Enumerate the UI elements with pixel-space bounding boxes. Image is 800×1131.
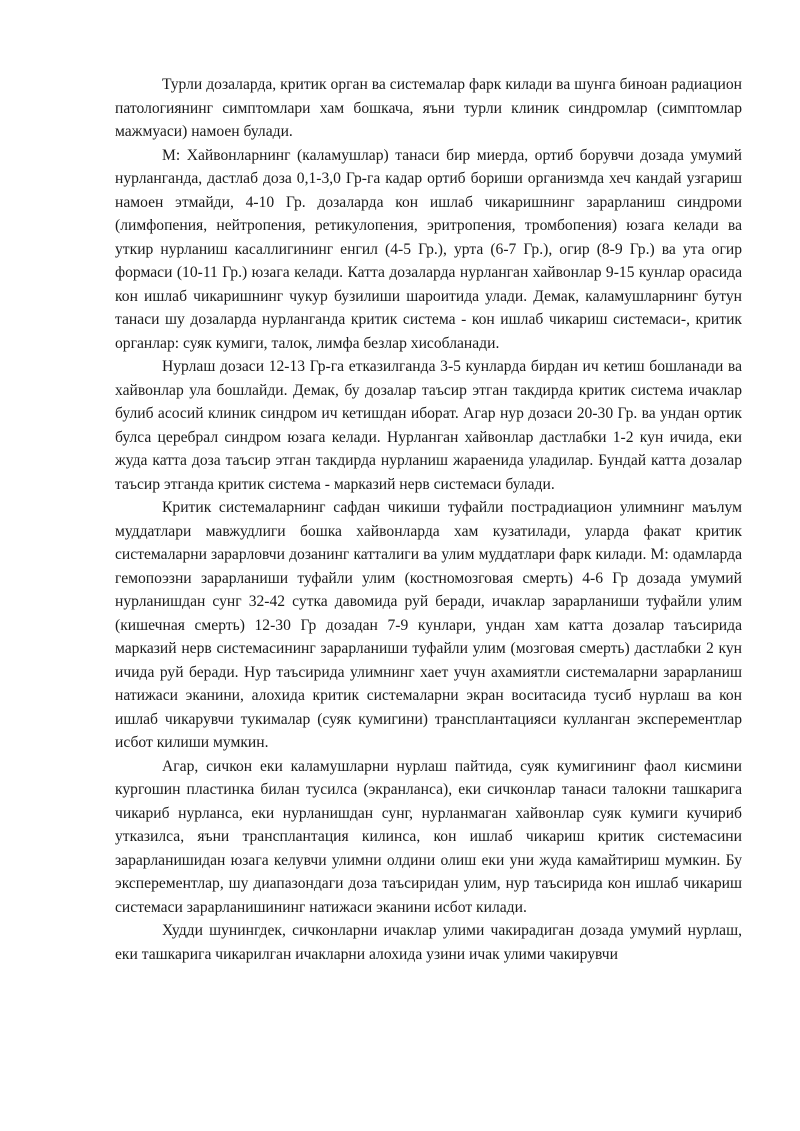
body-text [115, 73, 742, 966]
paragraph-4: Критик системаларнинг сафдан чикиши туфайли пострадиацион улимнинг маълум муддатлари мавжудлиги бошка хайвонларда хам кузатилади, уларда факат критик системаларни зарарловчи дозанинг катталиги ва улим муддатлари фарк килади. М: одамларда гемопоэзни зарарланиши туфайли улим (костномозговая смерть) 4-6 Гр дозада умумий нурланишдан сунг 32-42 сутка давомида руй беради, ичаклар зарарланиши туфайли улим (кишечная смерть) 12-30 Гр дозадан 7-9 кунлари, ундан хам катта дозалар таъсирида марказий нерв системасининг зарарланиши туфайли улим (мозговая смерть) дастлабки 2 кун ичида руй беради. Нур таъсирида улимнинг хает учун ахамиятли системаларни зарарланиш натижаси эканини, алохида критик системаларни экран воситасида тусиб нурлаш ва кон ишлаб чикарувчи тукималар (суяк кумигини) трансплантацияси кулланган эксперементлар исбот килиши мумкин. [115, 499, 742, 751]
paragraph-1: Турли дозаларда, критик орган ва системалар фарк килади ва шунга биноан радиацион патологиянинг симптомлари хам бошкача, яъни турли клиник синдромлар (симптомлар мажмуаси) намоен булади. [115, 76, 742, 140]
paragraph-6: Худди шунингдек, сичконларни ичаклар улими чакирадиган дозада умумий нурлаш, еки ташкарига чикарилган ичакларни алохида узини ичак улими чакирувчи [115, 922, 742, 963]
paragraph-3: Нурлаш дозаси 12-13 Гр-га етказилганда 3-5 кунларда бирдан ич кетиш бошланади ва хайвонлар ула бошлайди. Демак, бу дозалар таъсир этган такдирда критик система ичаклар булиб асосий клиник синдром ич кетишдан иборат. Агар нур дозаси 20-30 Гр. ва ундан ортик булса церебрал синдром юзага келади. Нурланган хайвонлар дастлабки 1-2 кун ичида, еки жуда катта доза таъсир этган такдирда нурланиш жараенида уладилар. Бундай катта дозалар таъсир этганда критик система - марказий нерв системаси булади. [115, 358, 742, 493]
paragraph-5: Агар, сичкон еки каламушларни нурлаш пайтида, суяк кумигининг фаол кисмини кургошин пластинка билан тусилса (экранланса), еки сичконлар танаси талокни ташкарига чикариб нурланса, еки нурланишдан сунг, нурланмаган хайвонлар суяк кумиги кучириб утказилса, яъни трансплантация килинса, кон ишлаб чикариш критик системасини зарарланишидан юзага келувчи улимни олдини олиш еки уни жуда камайтириш мумкин. Бу эксперементлар, шу диапазондаги доза таъсиридан улим, нур таъсирида кон ишлаб чикариш системаси зарарланишининг натижаси эканини исбот килади. [115, 757, 742, 916]
paragraph-2: М: Хайвонларнинг (каламушлар) танаси бир миерда, ортиб борувчи дозада умумий нурланганда, дастлаб доза 0,1-3,0 Гр-га кадар ортиб бориши организмда хеч кандай узгариш намоен этмайди, 4-10 Гр. дозаларда кон ишлаб чикаришнинг зарарланиш синдроми (лимфопения, нейтропения, ретикулопения, эритропения, тромбопения) юзага келади ва уткир нурланиш касаллигининг енгил (4-5 Гр.), урта (6-7 Гр.), огир (8-9 Гр.) ва ута огир формаси (10-11 Гр.) юзага келади. Катта дозаларда нурланган хайвонлар 9-15 кунлар орасида кон ишлаб чикаришнинг чукур бузилиши шароитида улади. Демак, каламушларнинг бутун танаси шу дозаларда нурланганда критик система - кон ишлаб чикариш системаси-, критик органлар: суяк кумиги, талок, лимфа безлар хисобланади. [115, 146, 742, 352]
